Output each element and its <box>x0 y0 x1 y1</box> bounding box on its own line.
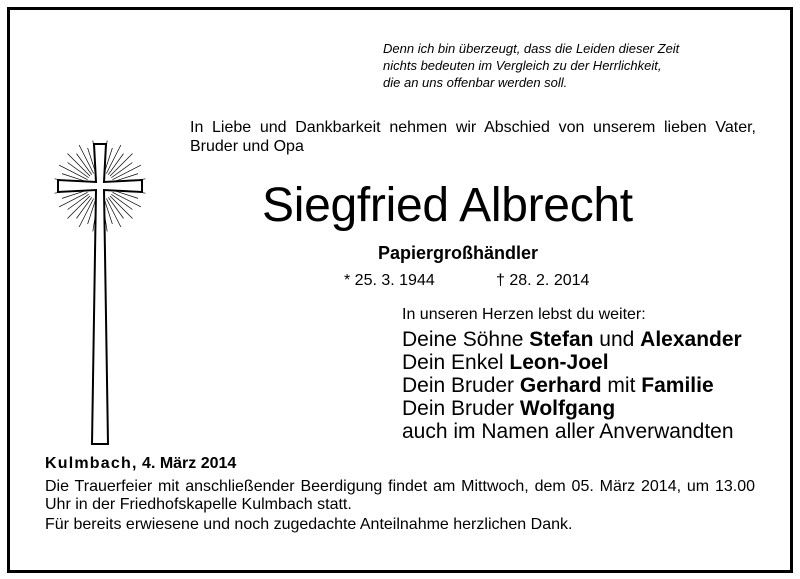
mourner-line-relatives: auch im Namen aller Anverwandten <box>402 420 734 443</box>
thanks-text: Für bereits erwiesene und noch zugedachte Anteilnahme herzlichen Dank. <box>45 516 573 533</box>
mourner-line-grandson: Dein Enkel Leon-Joel <box>402 351 609 374</box>
death-date: † 28. 2. 2014 <box>496 272 590 289</box>
place-date: Kulmbach, 4. März 2014 <box>45 455 237 472</box>
funeral-text: Die Trauerfeier mit anschließender Beerdigung findet am Mittwoch, dem 05. März 2014, um 13.00 Uhr in der Friedhofskapelle Kulmbach statt. <box>45 478 755 513</box>
mourner-line-brother-gerhard: Dein Bruder Gerhard mit Familie <box>402 374 714 397</box>
mourners-lead: In unseren Herzen lebst du weiter: <box>402 306 646 323</box>
quote-line: Denn ich bin überzeugt, dass die Leiden dieser Zeit <box>383 41 680 56</box>
quote-line: nichts bedeuten im Vergleich zu der Herrlichkeit, <box>383 58 662 73</box>
deceased-name: Siegfried Albrecht <box>262 179 633 232</box>
mourner-line-sons: Deine Söhne Stefan und Alexander <box>402 328 742 351</box>
birth-date: * 25. 3. 1944 <box>344 272 435 289</box>
deceased-profession: Papiergroßhändler <box>378 243 539 263</box>
funeral-info <box>45 478 755 534</box>
intro-text: In Liebe und Dankbarkeit nehmen wir Abschied von unserem lieben Vater, Bruder und Opa <box>190 119 756 155</box>
mourners-list <box>402 305 742 443</box>
mourner-line-brother-wolfgang: Dein Bruder Wolfgang <box>402 397 616 420</box>
cross-with-rays-icon <box>50 138 150 450</box>
quote-line: die an uns offenbar werden soll. <box>383 75 568 90</box>
bible-quote <box>383 40 763 91</box>
